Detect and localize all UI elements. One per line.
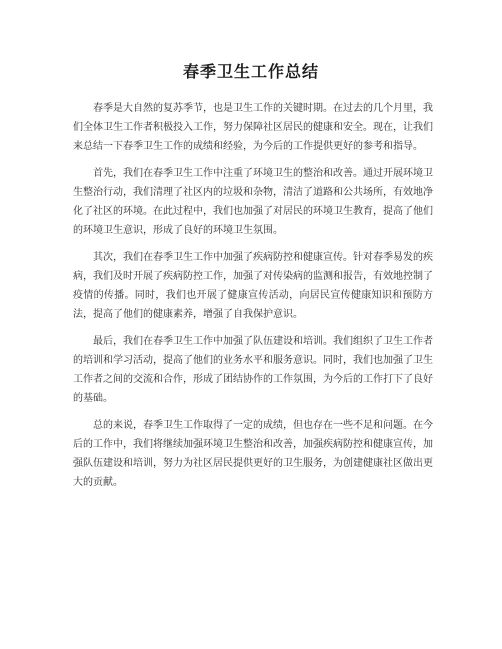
document-title: 春季卫生工作总结 <box>182 62 319 81</box>
paragraph-team-training: 最后，我们在春季卫生工作中加强了队伍建设和培训。我们组织了卫生工作者的培训和学习活动，提高了他们的业务水平和服务意识。同时，我们也加强了卫生工作者之间的交流和合作，形成了团结协作的工作氛围，为今后的工作打下了良好的基础。 <box>73 336 433 404</box>
paragraph-conclusion: 总的来说，春季卫生工作取得了一定的成绩，但也存在一些不足和问题。在今后的工作中，我们将继续加强环境卫生整治和改善，加强疾病防控和健康宣传，加强队伍建设和培训，努力为社区居民提供更好的卫生服务，为创建健康社区做出更大的贡献。 <box>73 420 433 488</box>
paragraph-intro: 春季是大自然的复苏季节，也是卫生工作的关键时期。在过去的几个月里，我们全体卫生工作者积极投入工作，努力保障社区居民的健康和安全。现在，让我们来总结一下春季卫生工作的成绩和经验，为今后的工作提供更好的参考和指导。 <box>73 103 433 152</box>
document-body <box>73 99 433 500</box>
paragraph-disease-control: 其次，我们在春季卫生工作中加强了疾病防控和健康宣传。针对春季易发的疾病，我们及时开展了疾病防控工作，加强了对传染病的监测和报告，有效地控制了疫情的传播。同时，我们也开展了健康宣传活动，向居民宣传健康知识和预防方法，提高了他们的健康素养，增强了自我保护意识。 <box>73 252 433 320</box>
paragraph-environment: 首先，我们在春季卫生工作中注重了环境卫生的整治和改善。通过开展环境卫生整治行动，我们清理了社区内的垃圾和杂物，清洁了道路和公共场所，有效地净化了社区的环境。在此过程中，我们也加强了对居民的环境卫生教育，提高了他们的环境卫生意识，形成了良好的环境卫生氛围。 <box>73 168 433 236</box>
